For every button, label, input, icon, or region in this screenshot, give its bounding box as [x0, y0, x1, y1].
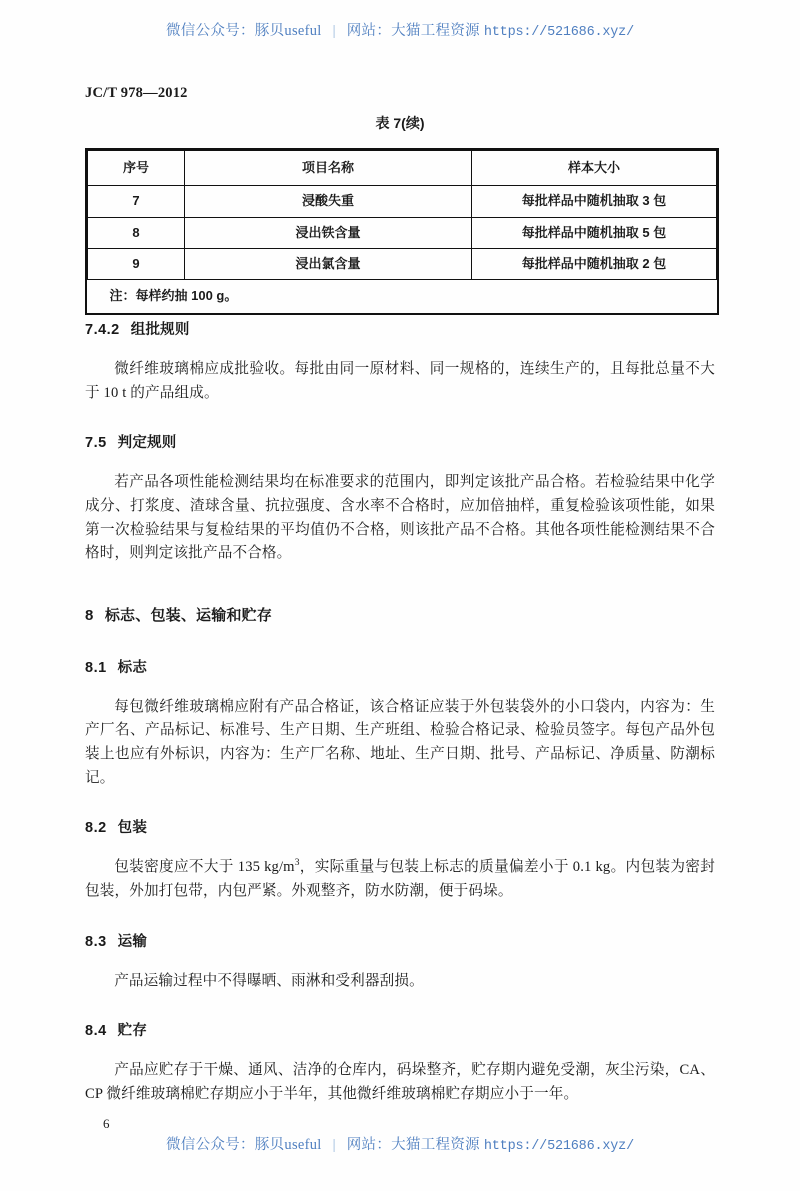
heading-8-number: 8 [85, 606, 94, 624]
watermark-url: https://521686.xyz/ [483, 25, 634, 40]
watermark-site-label: 网站：大猫工程资源 [346, 23, 480, 39]
heading-8-3-title: 运输 [117, 933, 148, 950]
paragraph-7-4-2: 微纤维玻璃棉应成批验收。每批由同一原材料、同一规格的，连续生产的，且每批总量不大于 10 t 的产品组成。 [85, 361, 715, 401]
column-header-sample-size: 样本大小 [472, 151, 717, 186]
heading-7-4-2 [85, 318, 715, 339]
cell-item-name: 浸出氯含量 [185, 248, 472, 279]
paragraph-8-2 [85, 856, 715, 903]
paragraph-7-5: 若产品各项性能检测结果均在标准要求的范围内，即判定该批产品合格。若检验结果中化学成分、打浆度、渣球含量、抗拉强度、含水率不合格时，应加倍抽样，重复检验该项性能，如果第一次检验结果与复检结果的平均值仍不合格，则该批产品不合格。其他各项性能检测结果不合格时，则判定该批产品不合格。 [85, 474, 715, 562]
paragraph-8-1: 每包微纤维玻璃棉应附有产品合格证，该合格证应装于外包装袋外的小口袋内，内容为：生产厂名、产品标记、标准号、生产日期、生产班组、检验合格记录、检验员签字。每包产品外包装上也应有外标识，内容为：生产厂名称、地址、生产日期、批号、产品标记、净质量、防潮标记。 [85, 698, 715, 786]
heading-8-4 [85, 1019, 715, 1040]
heading-8-1-title: 标志 [117, 659, 148, 676]
watermark-wechat-label: 微信公众号：豚贝useful [166, 1137, 322, 1153]
heading-8-2-number: 8.2 [85, 820, 107, 837]
cell-seq: 7 [88, 186, 185, 217]
watermark-site-label: 网站：大猫工程资源 [346, 1137, 480, 1153]
table-row [88, 248, 717, 279]
heading-8-1-number: 8.1 [85, 659, 107, 676]
table-caption: 表 7(续) [375, 115, 425, 131]
cell-sample-size: 每批样品中随机抽取 5 包 [472, 217, 717, 248]
watermark-separator: | [332, 1137, 336, 1153]
table-row [88, 186, 717, 217]
page-number: 6 [103, 1116, 110, 1131]
heading-8-4-title: 贮存 [117, 1023, 148, 1040]
watermark-top [0, 19, 800, 40]
table-note-row [88, 280, 717, 314]
column-header-item-name: 项目名称 [185, 151, 472, 186]
column-header-seq: 序号 [88, 151, 185, 186]
heading-7-5-title: 判定规则 [117, 435, 177, 452]
cell-seq: 9 [88, 248, 185, 279]
table-7-continued [85, 148, 719, 315]
heading-8-3 [85, 930, 715, 951]
paragraph-8-3: 产品运输过程中不得曝晒、雨淋和受利器刮损。 [114, 972, 424, 989]
heading-7-4-2-title: 组批规则 [130, 322, 190, 338]
heading-8-2 [85, 816, 715, 837]
cell-sample-size: 每批样品中随机抽取 2 包 [472, 248, 717, 279]
heading-8-title: 标志、包装、运输和贮存 [104, 606, 273, 624]
density-unit-exponent: 3 [294, 858, 300, 869]
heading-7-5-number: 7.5 [85, 435, 107, 452]
standard-code: JC/T 978—2012 [85, 85, 188, 101]
heading-8-4-number: 8.4 [85, 1023, 107, 1040]
heading-7-4-2-number: 7.4.2 [85, 322, 120, 338]
watermark-wechat-label: 微信公众号：豚贝useful [166, 23, 322, 39]
watermark-url: https://521686.xyz/ [483, 1139, 634, 1154]
paragraph-8-2-part2: ，实际重量与包装上标志的质量偏差小于 0.1 kg。内包装为密封包装，外加打包带，内包严紧。外观整齐，防水防潮，便于码垛。 [85, 859, 715, 900]
cell-item-name: 浸酸失重 [185, 186, 472, 217]
cell-seq: 8 [88, 217, 185, 248]
table-header-row [88, 151, 717, 186]
document-body [85, 318, 715, 1107]
heading-8-1 [85, 656, 715, 677]
cell-item-name: 浸出铁含量 [185, 217, 472, 248]
heading-8 [85, 604, 715, 625]
table-note: 注：每样约抽 100 g。 [88, 280, 717, 314]
heading-7-5 [85, 431, 715, 452]
paragraph-8-2-part1: 包装密度应不大于 135 kg/m [114, 859, 295, 876]
paragraph-8-4: 产品应贮存于干燥、通风、洁净的仓库内，码垛整齐，贮存期内避免受潮，灰尘污染，CA、CP 微纤维玻璃棉贮存期应小于半年，其他微纤维玻璃棉贮存期应小于一年。 [85, 1062, 715, 1102]
heading-8-2-title: 包装 [117, 820, 148, 837]
table-row [88, 217, 717, 248]
watermark-bottom [0, 1133, 800, 1154]
cell-sample-size: 每批样品中随机抽取 3 包 [472, 186, 717, 217]
watermark-separator: | [332, 23, 336, 39]
heading-8-3-number: 8.3 [85, 933, 107, 950]
